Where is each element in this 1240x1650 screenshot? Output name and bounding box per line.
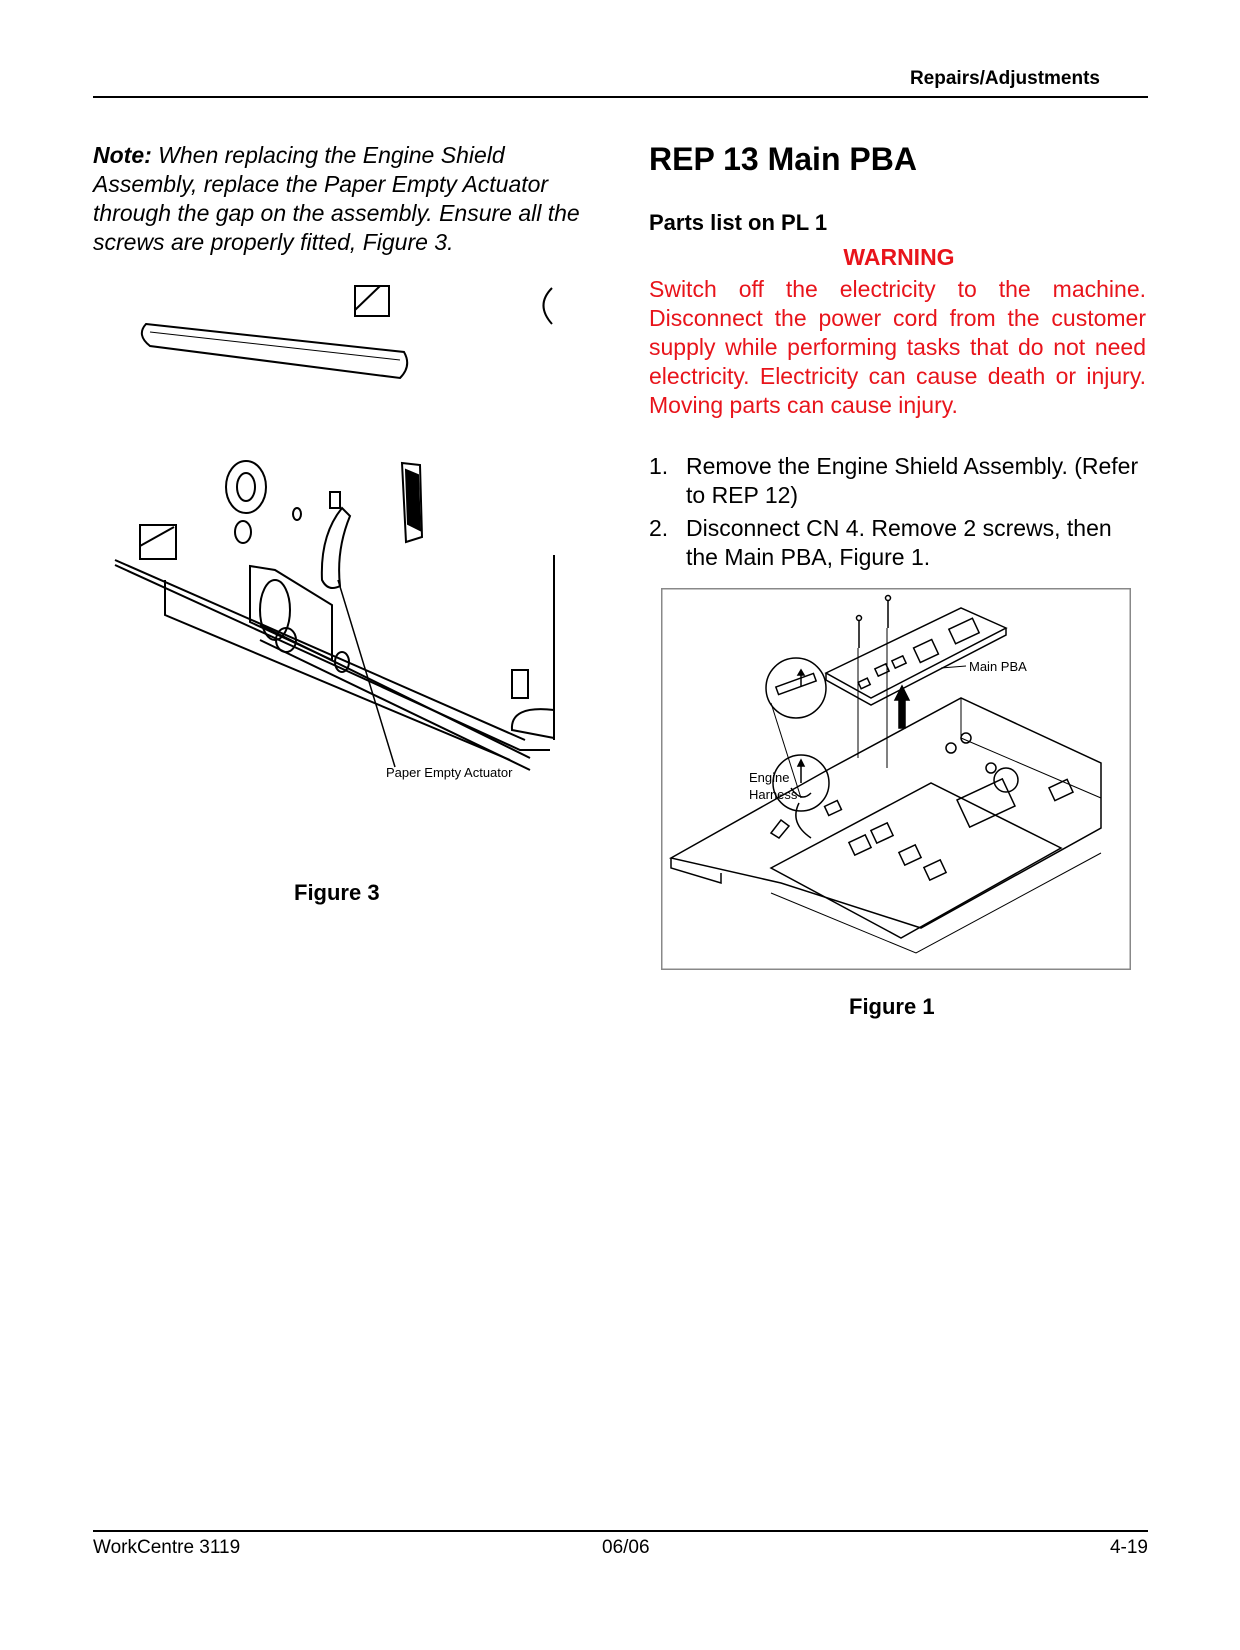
label-main-pba: Main PBA [969, 659, 1027, 674]
plate-edge-top [115, 560, 525, 740]
relay-1 [849, 835, 871, 855]
relay-2 [871, 823, 893, 843]
detail-connector-top [776, 673, 816, 694]
screw-head-2 [857, 616, 862, 621]
capacitor-1 [986, 763, 996, 773]
detail-arrowhead-top [798, 670, 804, 675]
capacitor-3 [961, 733, 971, 743]
shaft-top [260, 625, 530, 758]
step-number: 1. [649, 453, 669, 479]
harness-lead [796, 803, 811, 838]
footer-rule [93, 1530, 1148, 1532]
paper-empty-actuator [322, 508, 350, 588]
harness-connector [771, 820, 789, 838]
relay-4 [924, 860, 946, 880]
step-text: Disconnect CN 4. Remove 2 screws, then the Main PBA, Figure 1. [686, 515, 1112, 570]
note-paragraph [93, 141, 613, 257]
note-text: When replacing the Engine Shield Assembly, replace the Paper Empty Actuator through the gap on the assembly. Ensure all the screws are properly fitted, Figure 3. [93, 142, 580, 255]
pba-part-2 [892, 656, 906, 668]
small-hole [235, 521, 251, 543]
lift-arrow-shaft [899, 698, 905, 728]
step-item [649, 452, 1149, 510]
warning-text: Switch off the electricity to the machine. Disconnect the power cord from the customer supply while performing tasks that do not need electricity. Electricity can cause death or injury. Moving parts can cause injury. [649, 276, 1146, 418]
step-item [649, 514, 1149, 572]
screw-head-1 [886, 596, 891, 601]
arc-edge [544, 288, 553, 324]
figure-frame [662, 589, 1131, 970]
callout-line [338, 580, 395, 767]
tiny-hole [293, 508, 301, 520]
figure-3-illustration [110, 280, 580, 820]
chassis-outline [671, 698, 1101, 928]
callout-paper-empty-actuator: Paper Empty Actuator [386, 765, 513, 780]
oval-hole-inner [237, 473, 255, 501]
chassis-back-wall [961, 698, 1101, 798]
procedure-steps [649, 452, 1149, 576]
label-harness: Harness [749, 787, 798, 802]
chassis-left-flange [671, 858, 721, 883]
figure-1-illustration [661, 588, 1131, 970]
header-rule [93, 96, 1148, 98]
capacitor-2 [946, 743, 956, 753]
detail-arrowhead-bottom [798, 760, 804, 766]
right-curve [512, 709, 554, 738]
footer-date: 06/06 [602, 1537, 650, 1558]
left-tab-fold [140, 527, 174, 546]
note-label: Note: [93, 142, 152, 168]
pba-chip-1 [914, 640, 939, 663]
rep-title: REP 13 Main PBA [649, 141, 917, 177]
rod-highlight [150, 332, 400, 360]
step-text: Remove the Engine Shield Assembly. (Refer to REP 12) [686, 453, 1139, 508]
oval-hole-outer [226, 461, 266, 513]
footer-page-number: 4-19 [1109, 1537, 1148, 1558]
lower-tray-edge [771, 853, 1101, 953]
pba-part-3 [858, 678, 870, 689]
figure-3-caption: Figure 3 [294, 880, 380, 905]
parts-list-heading: Parts list on PL 1 [649, 210, 828, 235]
slot-shadow [406, 470, 420, 530]
pba-chip-2 [949, 618, 979, 643]
step-number: 2. [649, 515, 669, 541]
right-tab [512, 670, 528, 698]
component-1 [825, 801, 842, 816]
section-header: Repairs/Adjustments [909, 68, 1100, 89]
lift-arrowhead [895, 686, 909, 700]
bracket-diagonal [355, 286, 380, 310]
rod [142, 324, 407, 378]
figure-1-caption: Figure 1 [849, 994, 935, 1019]
footer-product: WorkCentre 3119 [93, 1537, 241, 1558]
shaft-bottom [260, 640, 530, 770]
warning-title: WARNING [843, 244, 955, 270]
bracket-square [355, 286, 389, 316]
actuator-notch [330, 492, 340, 508]
relay-3 [899, 845, 921, 865]
label-engine: Engine [749, 770, 790, 785]
fuse-block [1049, 779, 1073, 800]
